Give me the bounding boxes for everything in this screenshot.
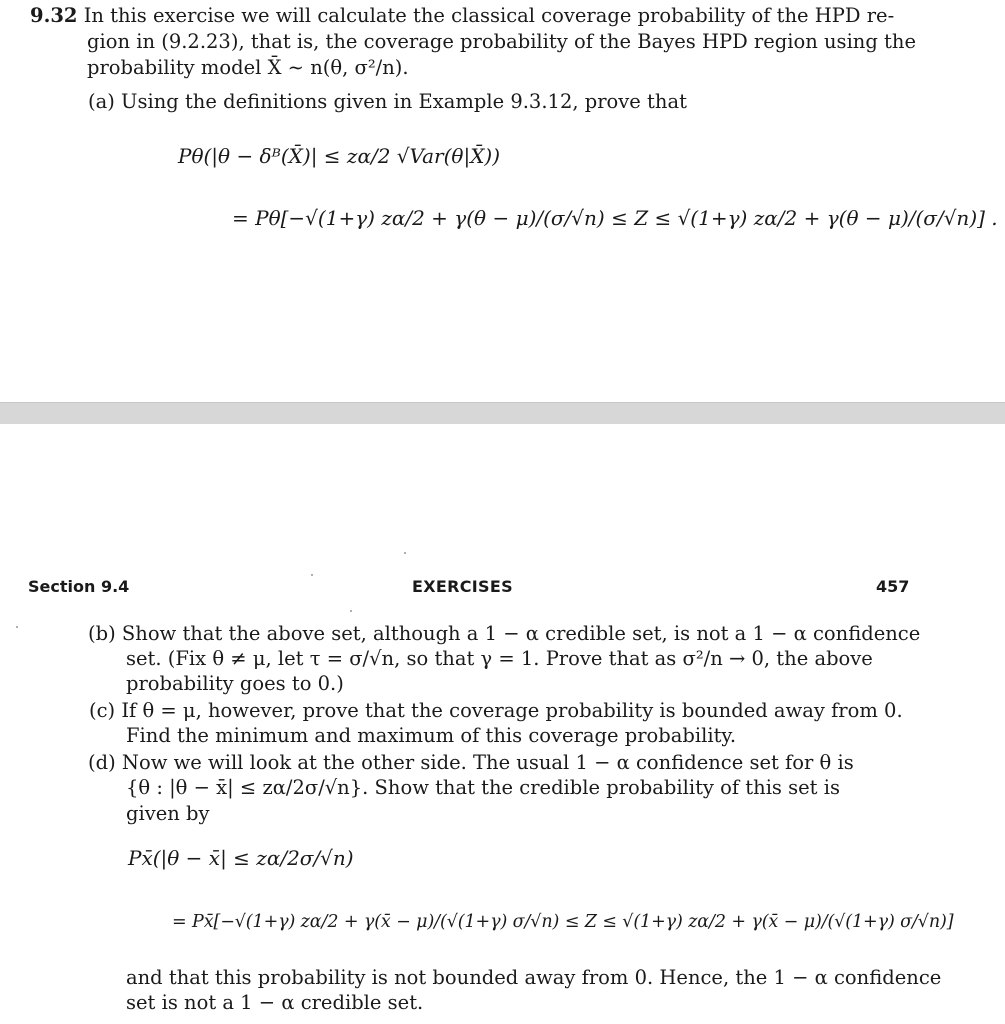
- closing-line-2: set is not a 1 − α credible set.: [126, 991, 424, 1014]
- top-page-fragment: [0, 0, 1005, 402]
- intro-line-2: gion in (9.2.23), that is, the coverage probability of the Bayes HPD region using the: [87, 30, 916, 53]
- equation-a-line-2: = Pθ[−√(1+γ) zα/2 + γ(θ − μ)/(σ/√n) ≤ Z ≤ √(1+γ) zα/2 + γ(θ − μ)/(σ/√n)] .: [232, 206, 998, 230]
- closing-line-1: and that this probability is not bounded away from 0. Hence, the 1 − α confidence: [126, 966, 942, 989]
- bottom-page-fragment: [0, 424, 1005, 1024]
- scan-speck: [311, 574, 313, 576]
- exercise-number: 9.32: [30, 4, 78, 27]
- equation-a-line-1: Pθ(|θ − δᴮ(X̄)| ≤ zα/2 √Var(θ|X̄)): [178, 144, 501, 168]
- exercise-line-1: [30, 4, 894, 28]
- part-d-line-2: {θ : |θ − x̄| ≤ zα/2σ/√n}. Show that the credible probability of this set is: [126, 776, 840, 799]
- page-number: 457: [876, 577, 910, 596]
- part-b-line-1: (b) Show that the above set, although a 1 − α credible set, is not a 1 − α confidence: [88, 622, 921, 645]
- scan-speck: [16, 626, 18, 628]
- page-break-gap: [0, 402, 1005, 426]
- part-c-line-1: (c) If θ = μ, however, prove that the coverage probability is bounded away from 0.: [89, 699, 903, 722]
- part-b-line-3: probability goes to 0.): [126, 672, 344, 695]
- running-header-title: EXERCISES: [412, 577, 513, 596]
- part-a-text: (a) Using the definitions given in Example 9.3.12, prove that: [88, 90, 687, 113]
- part-b-line-2: set. (Fix θ ≠ μ, let τ = σ/√n, so that γ = 1. Prove that as σ²/n → 0, the above: [126, 647, 873, 670]
- scan-speck: [404, 552, 406, 554]
- running-header-section: Section 9.4: [28, 577, 130, 596]
- part-d-line-1: (d) Now we will look at the other side. The usual 1 − α confidence set for θ is: [88, 751, 854, 774]
- intro-line-1: In this exercise we will calculate the classical coverage probability of the HPD re-: [83, 4, 895, 27]
- scan-speck: [350, 610, 352, 612]
- intro-line-3: probability model X̄ ∼ n(θ, σ²/n).: [87, 56, 409, 79]
- equation-d-line-1: Px̄(|θ − x̄| ≤ zα/2σ/√n): [128, 846, 354, 870]
- part-c-line-2: Find the minimum and maximum of this coverage probability.: [126, 724, 737, 747]
- part-d-line-3: given by: [126, 802, 210, 825]
- equation-d-line-2: = Px̄[−√(1+γ) zα/2 + γ(x̄ − μ)/(√(1+γ) σ/√n) ≤ Z ≤ √(1+γ) zα/2 + γ(x̄ − μ)/(√(1+γ) σ/√n)]: [172, 912, 954, 932]
